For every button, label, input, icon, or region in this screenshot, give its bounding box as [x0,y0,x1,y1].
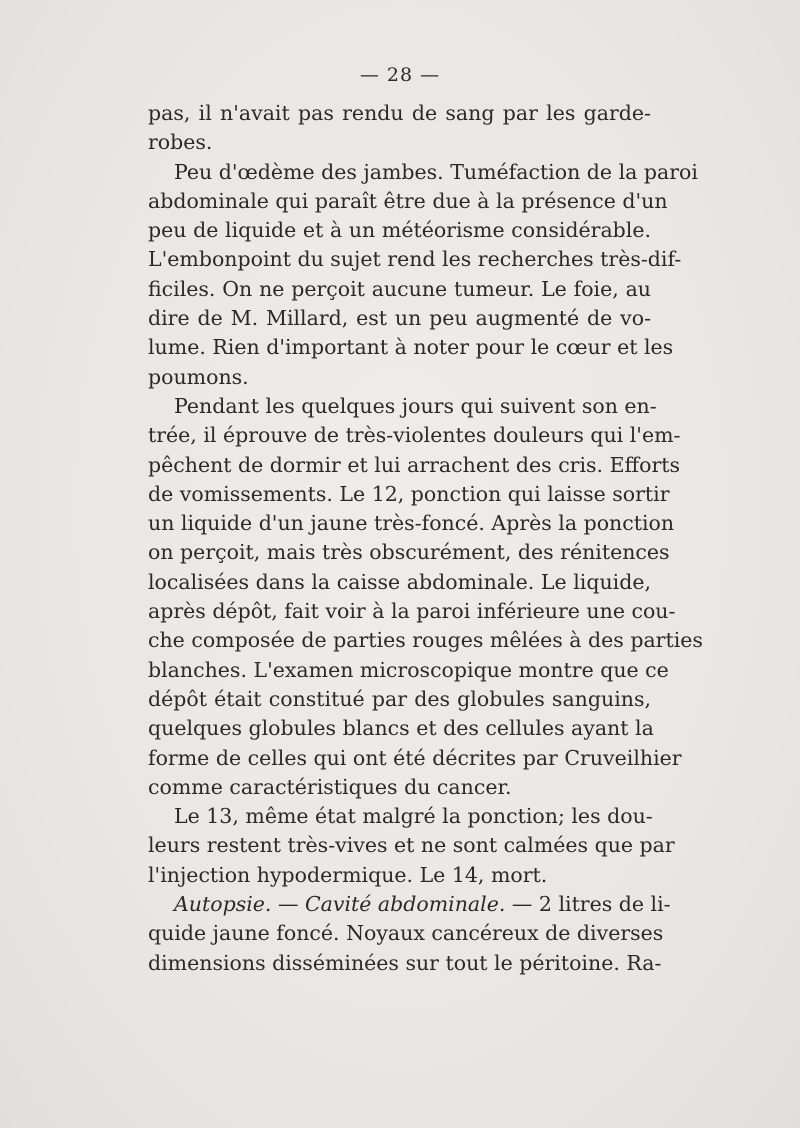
cavity-label: Cavité abdominale. [304,892,506,917]
text-line: blanches. L'examen microscopique montre que ce [148,657,669,682]
text-line: dimensions disséminées sur tout le péritoine. Ra- [148,950,662,975]
text-line: quelques globules blancs et des cellules ayant la [148,716,654,741]
text-line: l'injection hypodermique. Le 14, mort. [148,862,548,887]
text-line: L'embonpoint du sujet rend les recherches très-dif- [148,247,682,272]
autopsy-line [148,890,671,919]
text-line: lume. Rien d'important à noter pour le cœur et les [148,335,674,360]
text-line: poumons. [148,364,249,389]
text-line: après dépôt, fait voir à la paroi inférieure une cou- [148,599,676,624]
text-line: dire de M. Millard, est un peu augmenté de vo- [148,306,651,331]
text-line: pêchent de dormir et lui arrachent des cris. Efforts [148,452,681,477]
text-line: Pendant les quelques jours qui suivent son en- [174,393,657,418]
text-line: Peu d'œdème des jambes. Tuméfaction de la paroi [174,159,698,184]
text-line: dépôt était constitué par des globules sanguins, [148,686,651,711]
text-line: che composée de parties rouges mêlées à des parties [148,628,703,653]
text-line: peu de liquide et à un météorisme considérable. [148,218,651,243]
text-line: on perçoit, mais très obscurément, des rénitences [148,540,670,565]
text-line: localisées dans la caisse abdominale. Le liquide, [148,569,651,594]
text-line: abdominale qui paraît être due à la présence d'un [148,188,668,213]
text-line: ficiles. On ne perçoit aucune tumeur. Le foie, au [148,276,651,301]
body-text [148,99,703,978]
autopsy-label: Autopsie. [174,892,272,917]
autopsy-rest: — 2 litres de li- [505,892,671,917]
autopsy-dash: — [271,892,305,917]
text-line: Le 13, même état malgré la ponction; les dou- [174,804,653,829]
text-line: forme de celles qui ont été décrites par Cruveilhier [148,745,682,770]
text-line: de vomissements. Le 12, ponction qui laisse sortir [148,481,670,506]
text-line: leurs restent très-vives et ne sont calmées que par [148,833,675,858]
text-line: un liquide d'un jaune très-foncé. Après la ponction [148,511,675,536]
text-line: comme caractéristiques du cancer. [148,774,512,799]
text-line: quide jaune foncé. Noyaux cancéreux de diverses [148,921,664,946]
text-line: robes. [148,130,213,155]
text-line: pas, il n'avait pas rendu de sang par les garde- [148,101,651,125]
text-line: trée, il éprouve de très-violentes douleurs qui l'em- [148,423,681,448]
page-number: — 28 — [359,64,441,86]
